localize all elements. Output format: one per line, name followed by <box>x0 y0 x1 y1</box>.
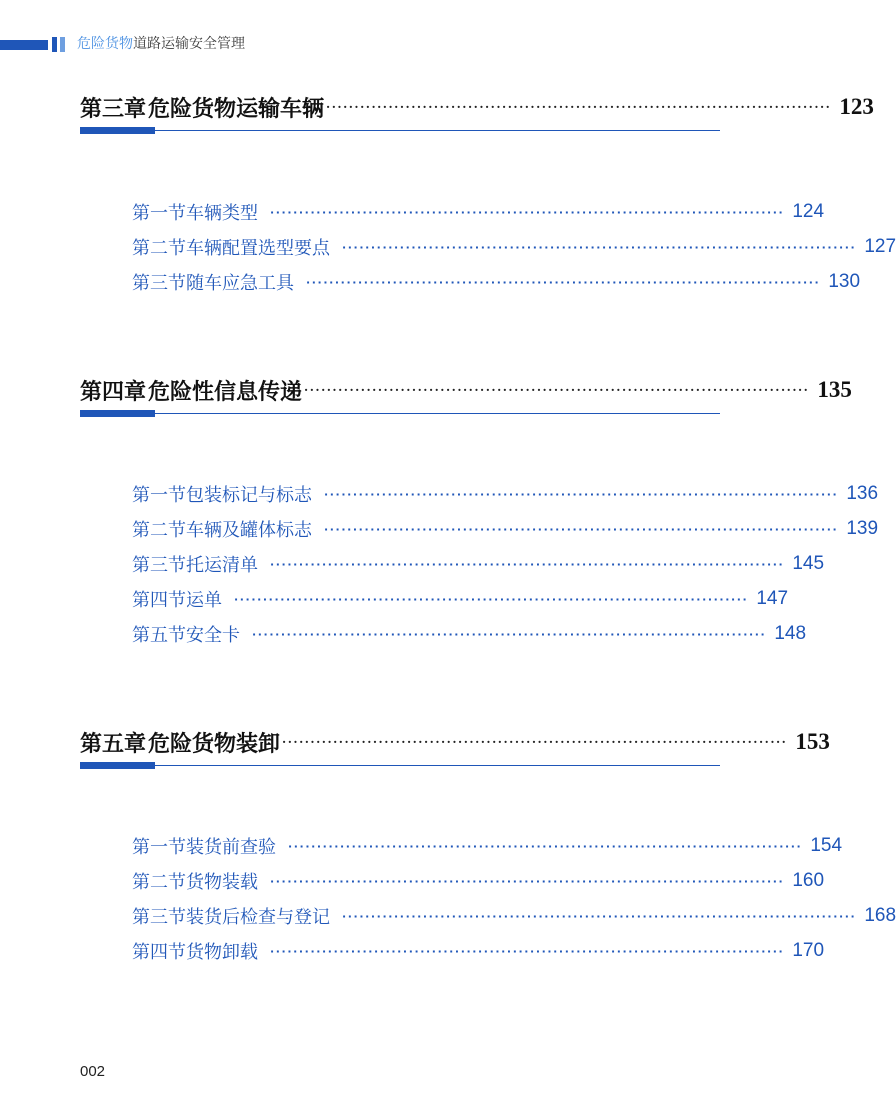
section-title: 货物装载 <box>186 872 258 893</box>
toc-entry[interactable] <box>132 586 789 612</box>
toc-entry[interactable] <box>132 551 825 577</box>
chapter-page-number: 135 <box>817 377 852 402</box>
dot-leader: ························································································· <box>304 383 810 397</box>
section-page-number: 130 <box>828 271 861 292</box>
section-title: 车辆配置选型要点 <box>186 238 330 259</box>
toc-entry[interactable] <box>132 903 896 929</box>
page-number: 002 <box>80 1063 106 1080</box>
section-title: 装货后检查与登记 <box>186 907 330 928</box>
section-page-number: 124 <box>792 201 825 222</box>
chapter-title: 危险货物运输车辆 <box>148 95 325 122</box>
section-number: 第一节 <box>132 485 186 506</box>
dot-leader: ························································································· <box>342 240 857 254</box>
dot-leader: ························································································· <box>252 627 767 641</box>
section-page-number: 160 <box>792 870 825 891</box>
dot-leader: ························································································· <box>234 592 749 606</box>
section-page-number: 145 <box>792 553 825 574</box>
chapter-title: 危险性信息传递 <box>148 378 303 405</box>
chapter-rule <box>80 765 720 766</box>
section-number: 第二节 <box>132 872 186 893</box>
toc-entry[interactable] <box>132 833 843 859</box>
section-title: 随车应急工具 <box>186 273 294 294</box>
chapter-page-number: 123 <box>839 94 874 119</box>
dot-leader: ························································································· <box>342 909 857 923</box>
dot-leader: ························································································· <box>306 275 821 289</box>
chapter-rule <box>80 130 720 131</box>
section-number: 第四节 <box>132 942 186 963</box>
chapter-number: 第五章 <box>80 730 147 757</box>
section-number: 第三节 <box>132 555 186 576</box>
toc-entry[interactable] <box>132 938 825 964</box>
section-title: 装货前查验 <box>186 837 276 858</box>
dot-leader: ························································································· <box>282 735 788 749</box>
section-number: 第二节 <box>132 238 186 259</box>
book-title-rest: 道路运输安全管理 <box>133 36 245 52</box>
header-accent-tick <box>60 37 65 52</box>
chapter-rule-tab <box>80 127 155 134</box>
chapter-rule-tab <box>80 762 155 769</box>
toc-entry[interactable] <box>132 234 896 260</box>
dot-leader: ························································································· <box>270 205 785 219</box>
section-page-number: 168 <box>864 905 896 926</box>
section-page-number: 170 <box>792 940 825 961</box>
dot-leader: ························································································· <box>324 487 839 501</box>
toc-entry[interactable] <box>132 269 861 295</box>
toc-entry[interactable] <box>132 516 879 542</box>
chapter-number: 第四章 <box>80 378 147 405</box>
section-page-number: 154 <box>810 835 843 856</box>
section-number: 第二节 <box>132 520 186 541</box>
header-accent-bar <box>0 40 48 50</box>
section-number: 第三节 <box>132 907 186 928</box>
toc-entry[interactable] <box>132 481 879 507</box>
section-number: 第一节 <box>132 203 186 224</box>
toc-entry[interactable] <box>132 199 825 225</box>
chapter-rule-tab <box>80 410 155 417</box>
section-title: 包装标记与标志 <box>186 485 312 506</box>
section-number: 第三节 <box>132 273 186 294</box>
section-title: 安全卡 <box>186 625 240 646</box>
running-header <box>0 34 400 56</box>
section-page-number: 127 <box>864 236 896 257</box>
section-number: 第四节 <box>132 590 186 611</box>
section-number: 第一节 <box>132 837 186 858</box>
section-title: 车辆及罐体标志 <box>186 520 312 541</box>
dot-leader: ························································································· <box>270 944 785 958</box>
dot-leader: ························································································· <box>326 100 832 114</box>
section-title: 托运清单 <box>186 555 258 576</box>
toc-entry[interactable] <box>132 868 825 894</box>
section-number: 第五节 <box>132 625 186 646</box>
section-page-number: 139 <box>846 518 879 539</box>
dot-leader: ························································································· <box>270 874 785 888</box>
section-title: 货物卸载 <box>186 942 258 963</box>
chapter-page-number: 153 <box>795 729 830 754</box>
toc-entry[interactable] <box>132 621 807 647</box>
dot-leader: ························································································· <box>324 522 839 536</box>
dot-leader: ························································································· <box>270 557 785 571</box>
chapter-heading[interactable] <box>80 91 874 135</box>
chapter-heading[interactable] <box>80 374 852 418</box>
chapter-title: 危险货物装卸 <box>148 730 281 757</box>
section-title: 运单 <box>186 590 222 611</box>
dot-leader: ························································································· <box>288 839 803 853</box>
section-page-number: 136 <box>846 483 879 504</box>
book-title-highlight: 危险货物 <box>77 36 133 52</box>
chapter-number: 第三章 <box>80 95 147 122</box>
header-accent-tick <box>52 37 57 52</box>
section-page-number: 147 <box>756 588 789 609</box>
section-page-number: 148 <box>774 623 807 644</box>
chapter-rule <box>80 413 720 414</box>
book-title <box>77 34 245 55</box>
section-title: 车辆类型 <box>186 203 258 224</box>
chapter-heading[interactable] <box>80 726 830 770</box>
